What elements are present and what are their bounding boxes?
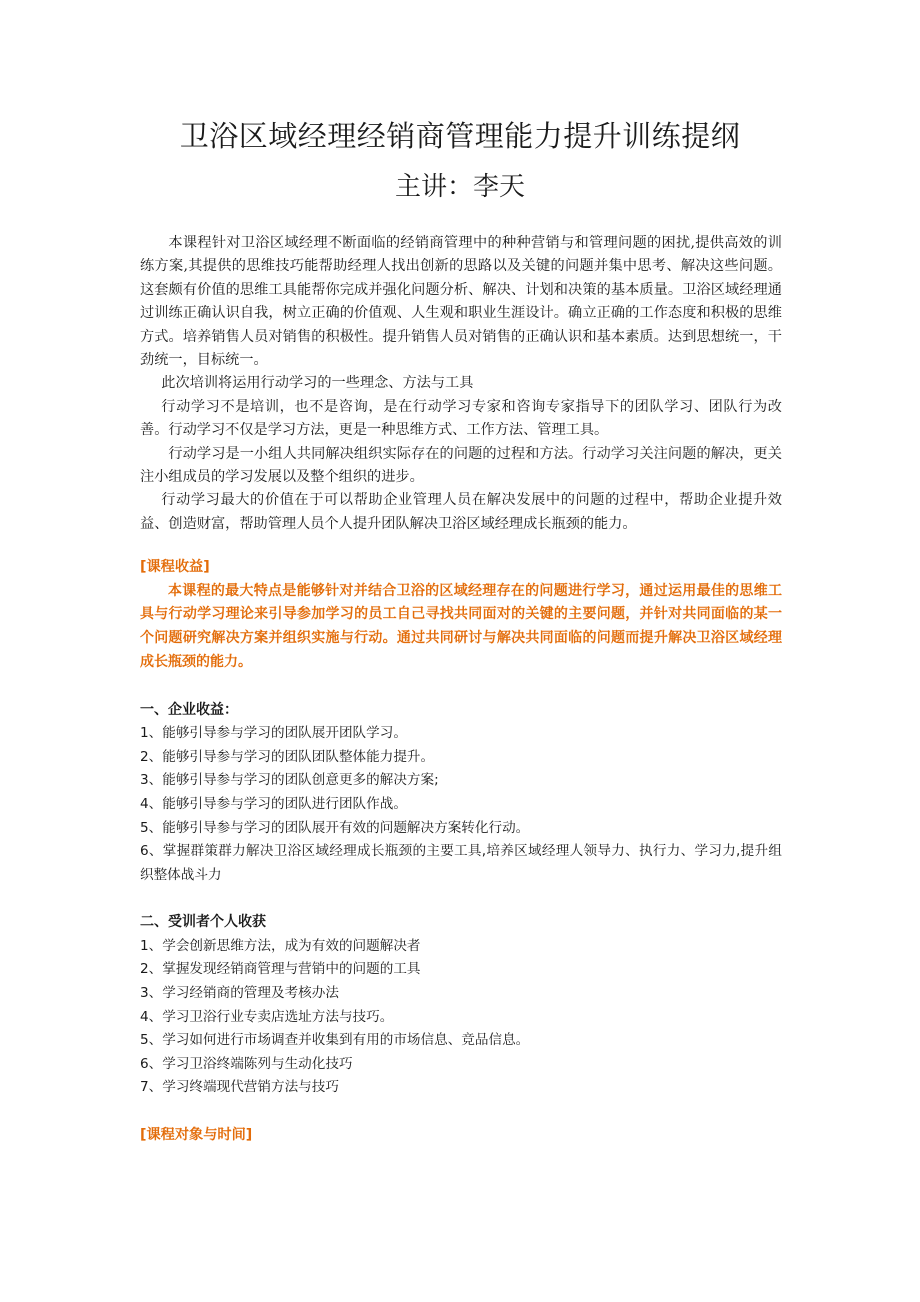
- enterprise-heading: 一、企业收益：: [140, 701, 238, 718]
- intro-paragraph: 行动学习是一小组人共同解决组织实际存在的问题的过程和方法。行动学习关注问题的解决，更关注小组成员的学习发展以及整个组织的进步。: [140, 445, 782, 486]
- personal-heading: 二、受训者个人收获: [140, 914, 266, 931]
- list-item: 2、掌握发现经销商管理与营销中的问题的工具: [140, 961, 421, 978]
- audience-heading: [课程对象与时间]: [140, 1127, 253, 1143]
- benefit-heading: [课程收益]: [140, 559, 210, 576]
- intro-paragraph: 此次培训将运用行动学习的一些理念、方法与工具: [161, 375, 474, 392]
- list-item: 5、能够引导参与学习的团队展开有效的问题解决方案转化行动。: [140, 819, 530, 836]
- list-item: 3、学习经销商的管理及考核办法: [140, 985, 339, 1002]
- list-item: 5、学习如何进行市场调查并收集到有用的市场信息、竞品信息。: [140, 1032, 530, 1049]
- document-body: [140, 232, 782, 1147]
- spacer: [140, 1100, 782, 1124]
- list-item: 2、能够引导参与学习的团队团队整体能力提升。: [140, 748, 435, 765]
- list-item: 6、学习卫浴终端陈列与生动化技巧: [140, 1055, 353, 1072]
- benefit-text: 本课程的最大特点是能够针对并结合卫浴的区域经理存在的问题进行学习，通过运用最佳的思维工具与行动学习理论来引导参加学习的员工自己寻找共同面对的关键的主要问题，并针对共同面临的某一个问题研究解决方案并组织实施与行动。通过共同研讨与解决共同面临的问题而提升解决卫浴区域经理成长瓶颈的能力。: [140, 582, 782, 671]
- document-title: 卫浴区域经理经销商管理能力提升训练提纲: [179, 119, 741, 153]
- intro-paragraph: 本课程针对卫浴区域经理不断面临的经销商管理中的种种营销与和管理问题的困扰,提供高效的训练方案,其提供的思维技巧能帮助经理人找出创新的思路以及关键的问题并集中思考、解决这些问题。这套颇有价值的思维工具能帮你完成并强化问题分析、解决、计划和决策的基本质量。卫浴区域经理通过训练正确认识自我，树立正确的价值观、人生观和职业生涯设计。确立正确的工作态度和积极的思维方式。培养销售人员对销售的积极性。提升销售人员对销售的正确认识和基本素质。达到思想统一，干劲统一，目标统一。: [140, 235, 782, 369]
- list-item: 4、学习卫浴行业专卖店选址方法与技巧。: [140, 1008, 394, 1025]
- intro-paragraph: 行动学习最大的价值在于可以帮助企业管理人员在解决发展中的问题的过程中，帮助企业提升效益、创造财富，帮助管理人员个人提升团队解决卫浴区域经理成长瓶颈的能力。: [140, 492, 782, 532]
- spacer: [140, 887, 782, 911]
- intro-paragraph: 行动学习不是培训，也不是咨询，是在行动学习专家和咨询专家指导下的团队学习、团队行为改善。行动学习不仅是学习方法，更是一种思维方式、工作方法、管理工具。: [140, 398, 782, 439]
- list-item: 1、能够引导参与学习的团队展开团队学习。: [140, 725, 407, 742]
- document-subtitle: 主讲：李天: [394, 172, 525, 202]
- list-item: 6、掌握群策群力解决卫浴区域经理成长瓶颈的主要工具,培养区域经理人领导力、执行力、学习力,提升组织整体战斗力: [140, 843, 782, 883]
- list-item: 4、能够引导参与学习的团队进行团队作战。: [140, 796, 407, 813]
- list-item: 3、能够引导参与学习的团队创意更多的解决方案;: [140, 772, 439, 789]
- spacer: [140, 536, 782, 556]
- list-item: 7、学习终端现代营销方法与技巧: [140, 1079, 339, 1096]
- spacer: [140, 675, 782, 699]
- list-item: 1、学会创新思维方法，成为有效的问题解决者: [140, 937, 421, 954]
